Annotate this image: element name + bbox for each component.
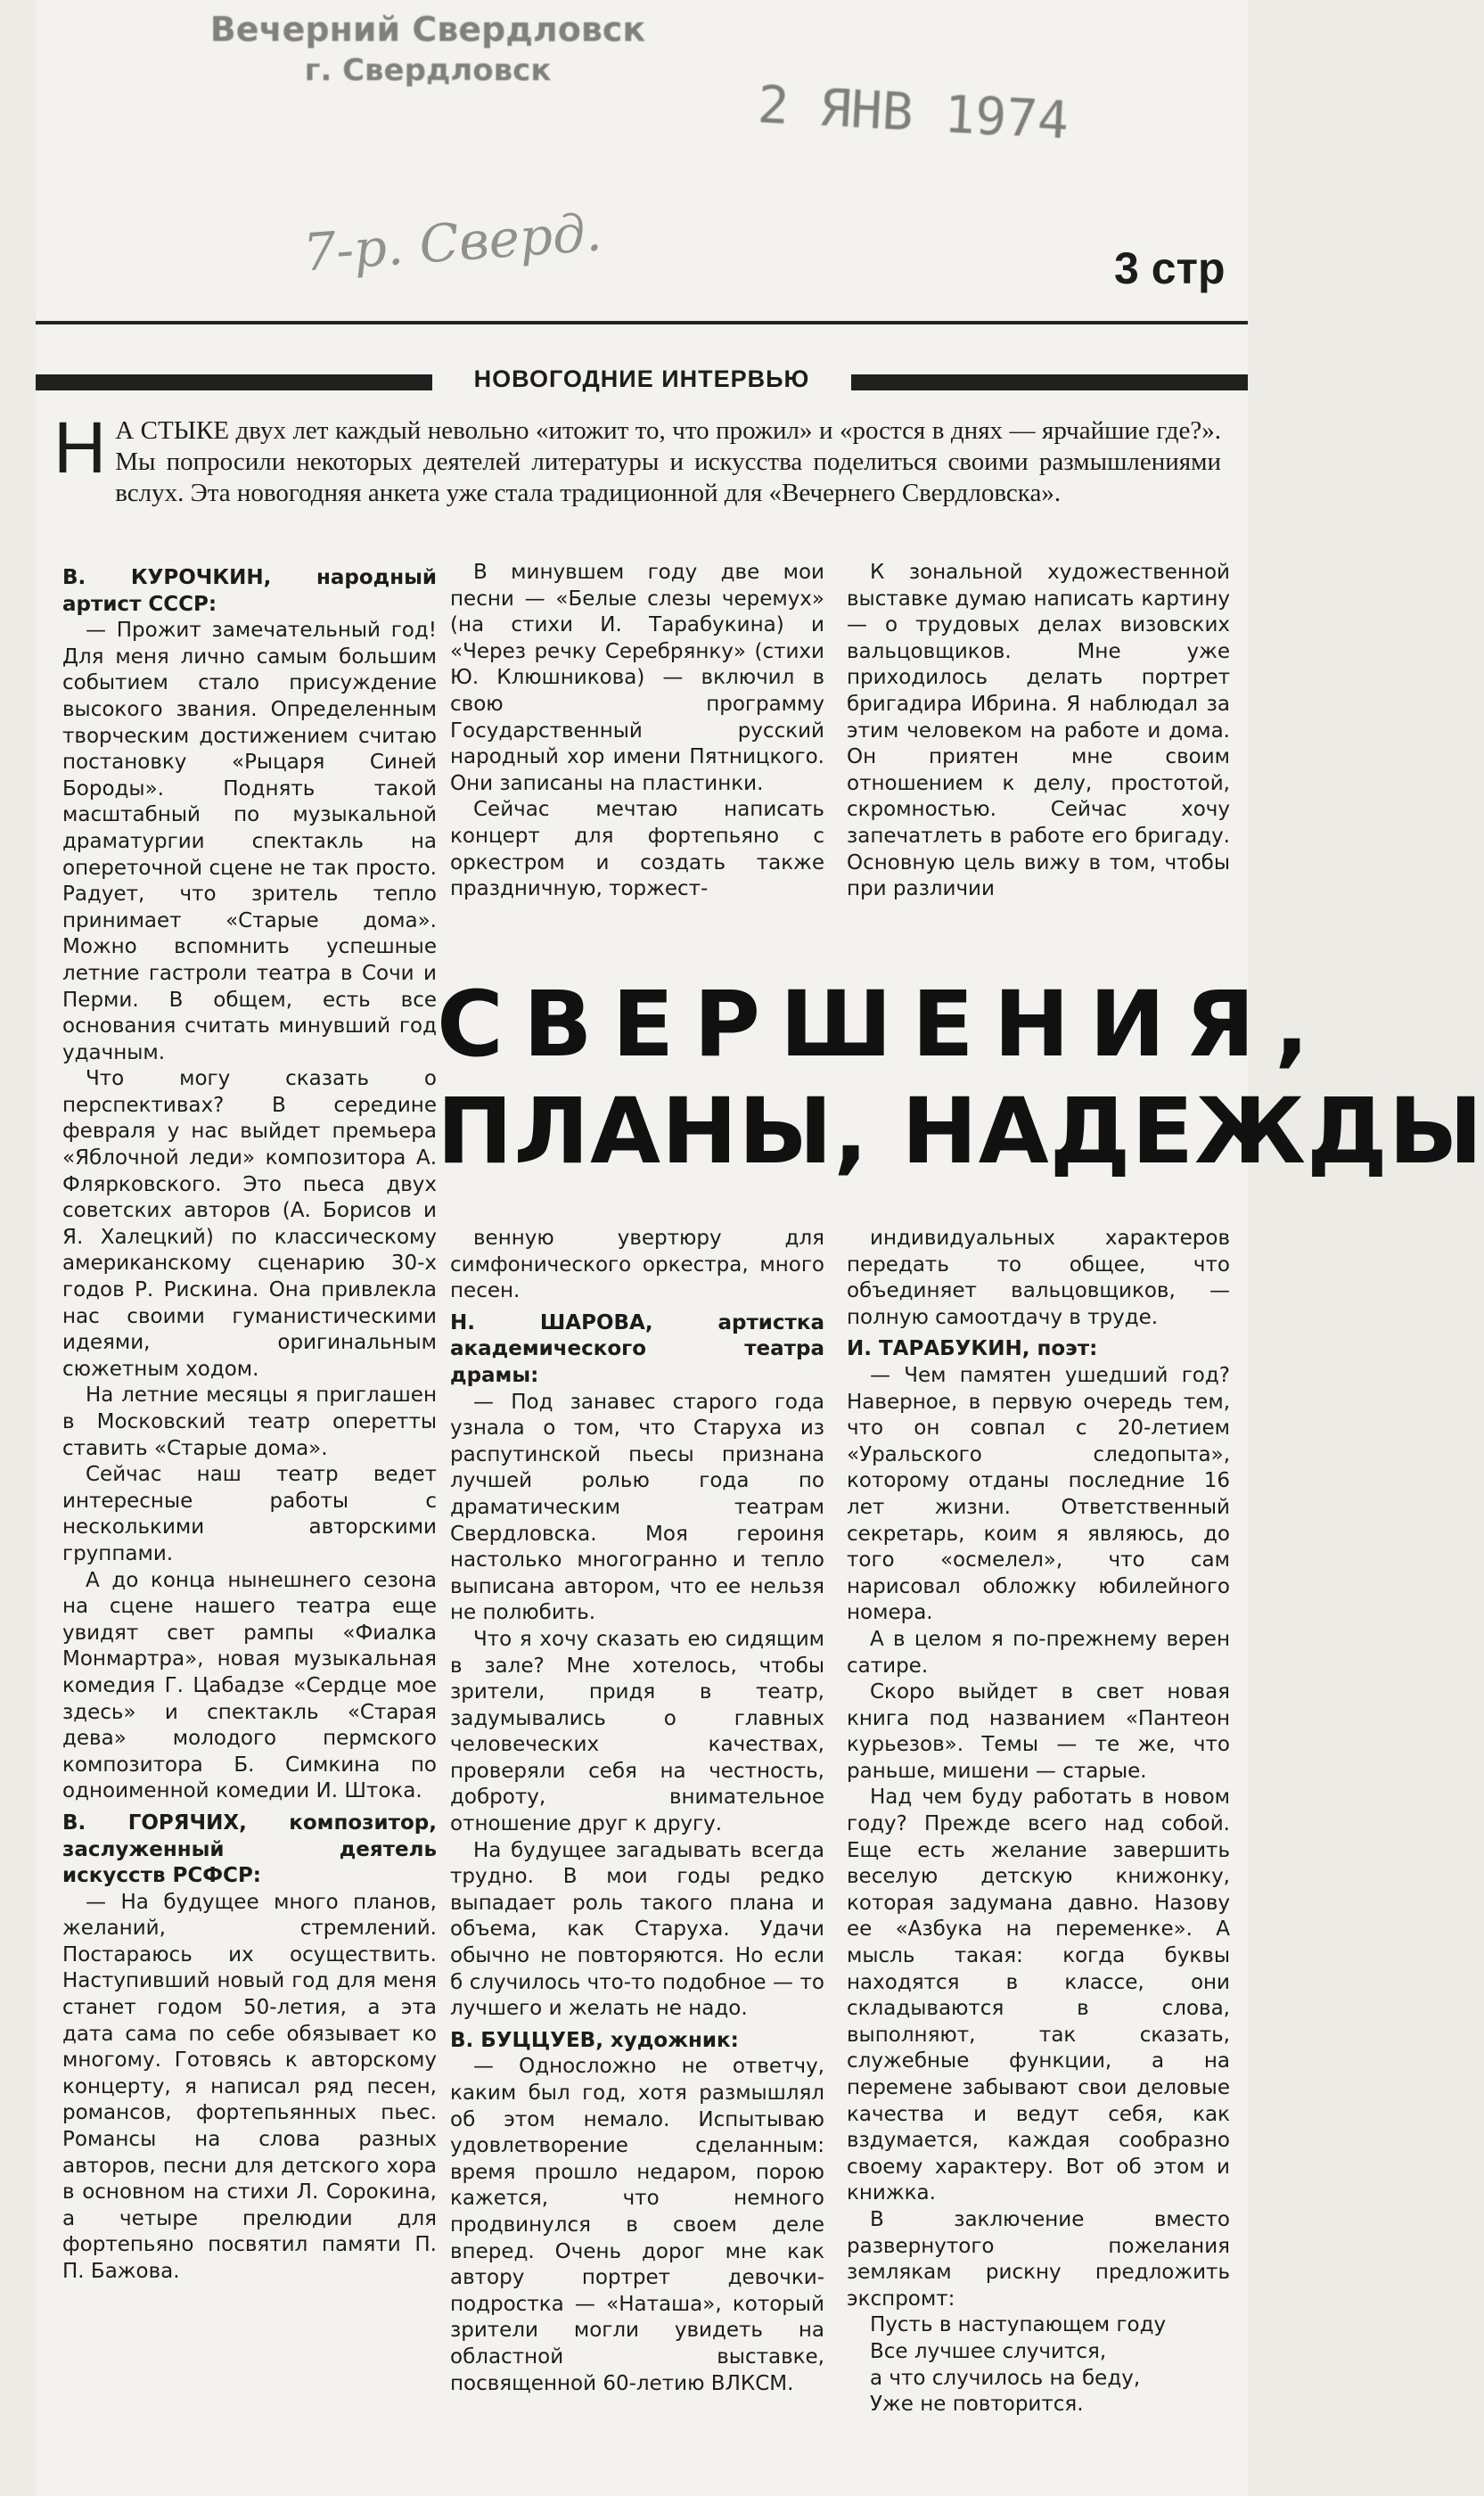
headline	[437, 972, 1484, 1186]
byline-bushuev: В. БУЦЦУЕВ, художник:	[450, 2028, 739, 2052]
paragraph: — Под занавес старого года узнала о том, что Старуха из распутинской пьесы признана лучшей ролью года по драматическим театрам Свердловска. Моя героиня настолько многогранно и тепло выписана автором, что ее нельзя не полюбить.	[450, 1390, 824, 1625]
stamp-city: г. Свердловск	[304, 53, 552, 88]
paragraph: — Односложно не ответчу, каким был год, хотя размышлял об этом немало. Испытываю удовлетворение сделанным: время прошло недаром, порою кажется, что немного продвинулся в своем деле вперед. Очень дорог мне как автору портрет девочки-подростка — «Наташа», который зрители могли увидеть на областной выставке, посвященной 60-летию ВЛКСМ.	[450, 2055, 824, 2395]
paragraph: венную увертюру для симфонического оркестра, много песен.	[450, 1227, 824, 1303]
date-stamp: 2 ЯНВ 1974	[756, 73, 1070, 152]
paragraph: индивидуальных характеров передать то общее, что объединяет вальцовщиков, — полную самоотдачу в труде.	[847, 1227, 1230, 1329]
paragraph: На летние месяцы я приглашен в Московский театр оперетты ставить «Старые дома».	[62, 1383, 437, 1460]
byline-goryachikh: В. ГОРЯЧИХ, композитор, заслуженный деятель искусств РСФСР:	[62, 1810, 437, 1888]
article-column-3-bottom	[847, 1226, 1230, 2478]
article-column-3-top	[847, 560, 1230, 961]
drop-cap: Н	[53, 407, 107, 489]
poem-line: Уже не повторится.	[870, 2393, 1084, 2417]
lead-text: А СТЫКЕ двух лет каждый невольно «итожит то, что прожил» и «ростся в днях — ярчайшие где?». Мы попросили некоторых деятелей литературы и искусства поделиться своими размышлениями вслух. Эта новогодняя анкета уже стала традиционной для «Вечернего Свердловска».	[115, 416, 1221, 507]
paragraph: Что могу сказать о перспективах? В середине февраля у нас выйдет премьера «Яблочной леди» композитора А. Флярковского. Это пьеса двух советских авторов (А. Борисов и Я. Халецкий) по классическому американскому сценарию 30-х годов Р. Рискина. Она привлекла нас своими гуманистическими идеями, оригинальным сюжетным ходом.	[62, 1067, 437, 1381]
poem-line: а что случилось на беду,	[870, 2366, 1141, 2390]
rubric-header	[36, 364, 1248, 399]
paragraph: — Прожит замечательный год! Для меня лично самым большим событием стало присуждение высокого звания. Определенным творческим достижением считаю постановку «Рыцаря Синей Бороды». Поднять такой масштабный по музыкальной драматургии спектакль на опереточной сцене не так просто. Радует, что зритель тепло принимает «Старые дома». Можно вспомнить успешные летние гастроли театра в Сочи и Перми. В общем, есть все основания считать минувший год удачным.	[62, 619, 437, 1064]
handwritten-note: 7-р. Сверд.	[301, 201, 604, 283]
paragraph: Что я хочу сказать ею сидящим в зале? Мне хотелось, чтобы зрители, придя в театр, задумывались о главных человеческих качествах, проверяли себя на честность, доброту, внимательное отношение друг к другу.	[450, 1627, 824, 1836]
paragraph: Над чем буду работать в новом году? Прежде всего над собой. Еще есть желание завершить веселую детскую книжонку, которая задумана давно. Назову ее «Азбука на переменке». А мысль такая: когда буквы находятся в классе, они складываются в слова, выполняют, так сказать, служебные функции, а на перемене забывают свои деловые качества и ведут себя, как вздумается, каждая сообразно своему характеру. Вот об этом и книжка.	[847, 1786, 1230, 2205]
paragraph: Сейчас наш театр ведет интересные работы с несколькими авторскими группами.	[62, 1463, 437, 1565]
headline-line-1: СВЕРШЕНИЯ,	[437, 972, 1329, 1078]
rubric-label: НОВОГОДНИЕ ИНТЕРВЬЮ	[473, 365, 810, 392]
library-stamp	[178, 9, 677, 91]
paragraph: Сейчас мечтаю написать концерт для фортепьяно с оркестром и создать также праздничную, торжест-	[450, 798, 824, 901]
paragraph: А до конца нынешнего сезона на сцене нашего театра еще увидят свет рампы «Фиалка Монмартра», новая музыкальная комедия Г. Цабадзе «Сердце мое здесь» и спектакль «Старая дева» молодого пермского композитора Б. Симкина по одноименной комедии И. Штока.	[62, 1568, 437, 1803]
page-number: 3 стр	[1114, 243, 1226, 293]
paragraph: К зональной художественной выставке думаю написать картину — о трудовых делах визовских вальцовщиков. Мне уже приходилось делать портрет бригадира Ибрина. Я наблюдал за этим человеком на работе и дома. Он приятен мне своим отношением к делу, простотой, скромностью. Сейчас хочу запечатлеть в работе его бригаду. Основную цель вижу в том, чтобы при различии	[847, 561, 1230, 901]
lead-paragraph	[53, 407, 1221, 509]
byline-sharova: Н. ШАРОВА, артистка академического театра драмы:	[450, 1310, 824, 1387]
poem-line: Все лучшее случится,	[870, 2339, 1107, 2363]
paragraph: — Чем памятен ушедший год? Наверное, в первую очередь тем, что он совпал с 20-летием «Уральского следопыта», которому отданы последние 16 лет жизни. Ответственный секретарь, коим я являюсь, до того «осмелел», что сам нарисовал обложку юбилейного номера.	[847, 1363, 1230, 1625]
headline-line-2: ПЛАНЫ, НАДЕЖДЫ	[437, 1079, 1484, 1185]
paragraph: Скоро выйдет в свет новая книга под названием «Пантеон курьезов». Темы — те же, что раньше, мишени — старые.	[847, 1680, 1230, 1783]
poem-line: Пусть в наступающем году	[870, 2313, 1167, 2337]
paragraph: В минувшем году две мои песни — «Белые слезы черемух» (на стихи И. Тарабукина) и «Через речку Серебрянку» (стихи Ю. Клюшникова) — включил в свою программу Государственный русский народный хор имени Пятницкого. Они записаны на пластинки.	[450, 561, 824, 795]
paragraph: На будущее загадывать всегда трудно. В мои годы редко выпадает роль такого плана и объема, как Старуха. Удачи обычно не повторяются. Но если б случилось что-то подобное — то лучшего и желать не надо.	[450, 1838, 824, 2021]
article-column-2-top	[450, 560, 824, 961]
rubric-bar-right	[851, 374, 1248, 390]
byline-kurochkin: В. КУРОЧКИН, народный артист СССР:	[62, 566, 437, 616]
paragraph: В заключение вместо развернутого пожелания землякам рискну предложить экспромт:	[847, 2207, 1230, 2311]
rubric-bar-left	[36, 374, 432, 390]
article-column-1	[62, 560, 437, 2476]
byline-tarabukin: И. ТАРАБУКИН, поэт:	[847, 1337, 1098, 1361]
paragraph: А в целом я по-прежнему верен сатире.	[847, 1627, 1230, 1678]
article-column-2-bottom	[450, 1226, 824, 2478]
stamp-newspaper-name: Вечерний Свердловск	[209, 10, 646, 49]
top-divider	[36, 321, 1248, 324]
paragraph: — На будущее много планов, желаний, стремлений. Постараюсь их осуществить. Наступивший новый год для меня станет годом 50-летия, а эта дата сама по себе обязывает ко многому. Готовясь к авторскому концерту, я написал ряд песен, романсов, фортепьянных пьес. Романсы на слова разных авторов, песни для детского хора в основном на стихи Л. Сорокина, а четыре прелюдии для фортепьяно посвятил памяти П. П. Бажова.	[62, 1890, 437, 2283]
